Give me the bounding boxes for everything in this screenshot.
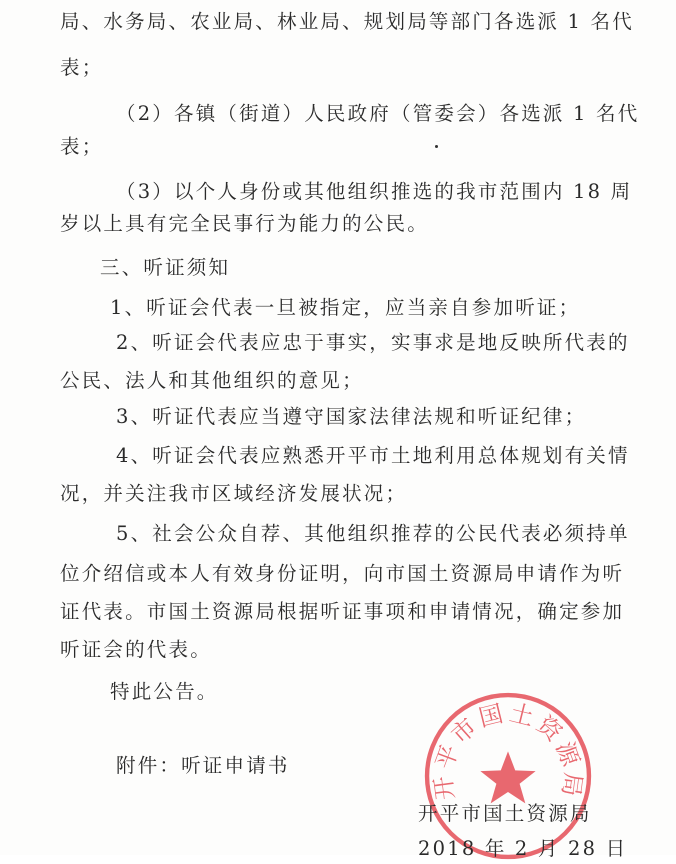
text-line: 5、社会公众自荐、其他组织推荐的公民代表必须持单 xyxy=(116,522,630,545)
star-icon xyxy=(480,751,535,803)
text-line: （3）以个人身份或其他组织推选的我市范围内 18 周 xyxy=(116,180,633,203)
text-line: 证代表。市国土资源局根据听证事项和申请情况，确定参加 xyxy=(60,600,625,623)
text-line: 况，并关注我市区域经济发展状况； xyxy=(60,482,408,505)
text-line: 听证会的代表。 xyxy=(60,638,212,661)
text-line: 公民、法人和其他组织的意见； xyxy=(60,369,364,392)
text-line: 1、听证会代表一旦被指定，应当亲自参加听证； xyxy=(110,296,581,319)
scan-speck xyxy=(435,145,438,148)
text-line: 岁以上具有完全民事行为能力的公民。 xyxy=(60,212,429,235)
text-line: 表； xyxy=(60,56,104,79)
text-line: 2、听证会代表应忠于事实，实事求是地反映所代表的 xyxy=(116,331,630,354)
issue-date: 2018 年 2 月 28 日 xyxy=(418,837,628,860)
section-heading: 三、听证须知 xyxy=(100,256,231,279)
seal-text: 开平市国土资源局 xyxy=(428,698,588,802)
issuer-name: 开平市国土资源局 xyxy=(418,802,592,825)
text-line: 表； xyxy=(60,135,104,158)
text-line: （2）各镇（街道）人民政府（管委会）各选派 1 名代 xyxy=(116,102,640,125)
text-line: 4、听证会代表应熟悉开平市土地利用总体规划有关情 xyxy=(116,444,630,467)
text-line: 3、听证代表应当遵守国家法律法规和听证纪律； xyxy=(116,405,587,428)
attachment-line: 附件：听证申请书 xyxy=(116,754,290,777)
closing-text: 特此公告。 xyxy=(110,680,219,703)
text-line: 局、水务局、农业局、林业局、规划局等部门各选派 1 名代 xyxy=(60,10,634,33)
text-line: 位介绍信或本人有效身份证明，向市国土资源局申请作为听 xyxy=(60,562,625,585)
